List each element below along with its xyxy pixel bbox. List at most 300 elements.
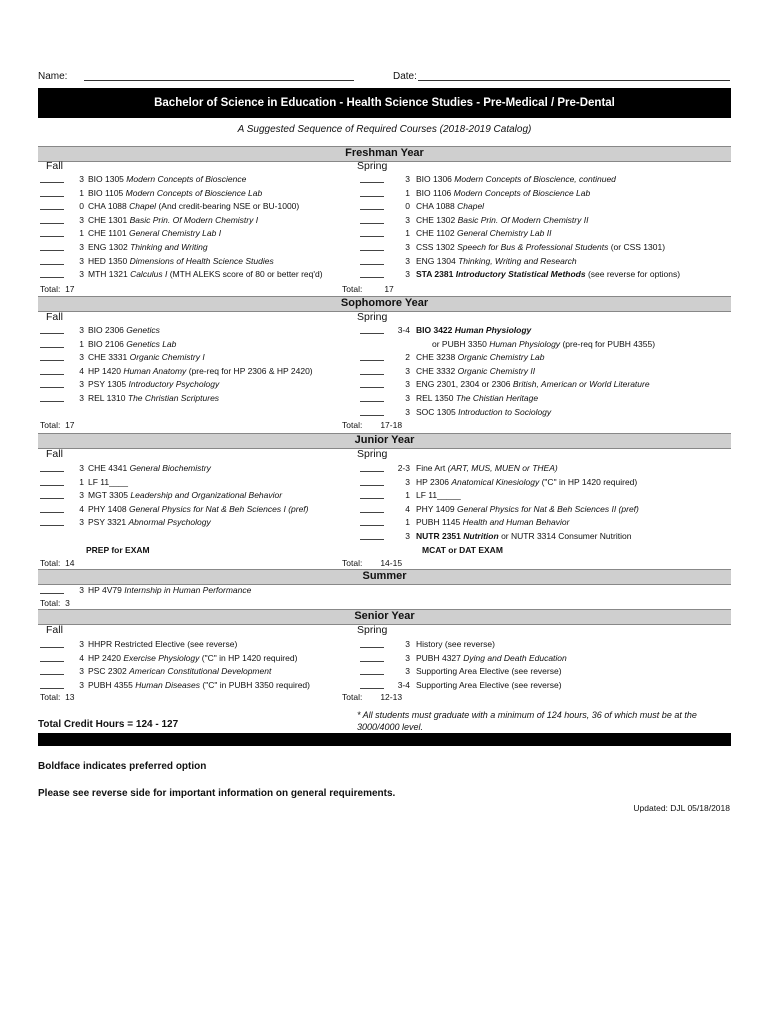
total-label: Total: (342, 420, 363, 430)
course-code: ENG 1304 (416, 255, 456, 266)
course-name: Chapel (457, 201, 485, 212)
course-note: (see reverse) (511, 666, 562, 677)
course-text (416, 187, 590, 200)
checkoff-blank[interactable] (360, 365, 384, 375)
total-label: Total: (40, 598, 61, 608)
junior-title: Junior Year (354, 434, 415, 446)
sophomore-title: Sophomore Year (340, 297, 429, 309)
course-note: ("C" in HP 1420 required) (541, 476, 638, 487)
course-code: HED 1350 (88, 255, 128, 266)
checkoff-blank[interactable] (40, 255, 64, 265)
course-name: Human Diseases (135, 679, 200, 690)
checkoff-blank[interactable] (360, 324, 384, 334)
checkoff-blank[interactable] (40, 241, 64, 251)
course-name: Nutrition (463, 531, 499, 541)
course-text (416, 227, 551, 240)
course-text (88, 351, 205, 364)
course-code: BIO 2306 (88, 325, 124, 335)
total-value: 3 (65, 598, 70, 608)
course-note: (And credit-bearing NSE or BU-1000) (158, 201, 300, 212)
checkoff-blank[interactable] (360, 489, 384, 499)
course-text (88, 200, 299, 213)
credit-hours: 3 (79, 679, 84, 690)
course-note: (or CSS 1301) (610, 242, 666, 252)
course-name: Anatomical Kinesiology (451, 476, 540, 487)
graduation-note: * All students must graduate with a minimum of 124 hours, 36 of which must be at the 3000/4000 level. (357, 710, 697, 732)
course-text (416, 462, 558, 475)
credit-hours: 3 (405, 365, 410, 376)
checkoff-blank[interactable] (40, 268, 64, 278)
checkoff-blank[interactable] (40, 187, 64, 197)
course-text (88, 324, 160, 337)
credit-hours: 3 (405, 476, 410, 487)
course-text (416, 268, 680, 281)
course-code: STA 2381 (416, 269, 454, 280)
checkoff-blank[interactable] (360, 516, 384, 526)
total-value: 17 (65, 420, 75, 430)
credit-hours: 0 (79, 201, 84, 212)
credit-hours: 3 (405, 255, 410, 266)
credit-hours: 3 (79, 255, 84, 266)
checkoff-blank[interactable] (40, 351, 64, 361)
course-text (88, 489, 282, 502)
checkoff-blank[interactable] (40, 652, 64, 662)
course-name: General Physics for Nat & Beh Sciences I (pref) (128, 503, 309, 514)
name-label: Name: (38, 71, 68, 82)
course-code: PHY 1409 (416, 503, 455, 514)
course-note: (see reverse) (511, 679, 562, 690)
course-note: ("C" in PUBH 3350 required) (202, 679, 310, 690)
course-name: Human Anatomy (123, 365, 187, 376)
checkoff-blank[interactable] (360, 679, 384, 689)
course-text (88, 462, 211, 475)
course-text (416, 652, 567, 665)
junior-spring-total (342, 557, 402, 569)
credit-hours: 3-4 (397, 679, 410, 690)
course-code: LF 11_____ (416, 490, 461, 501)
course-name: Dying and Death Education (463, 652, 567, 663)
course-code: CHE 3238 (416, 352, 456, 363)
checkoff-blank[interactable] (40, 200, 64, 210)
course-name: British, American or World Literature (512, 379, 650, 390)
course-name: General Physics for Nat & Beh Sciences II (pref) (456, 503, 639, 514)
course-name: The Christian Scriptures (127, 393, 220, 403)
checkoff-blank[interactable] (40, 679, 64, 689)
credit-hours: 4 (79, 365, 84, 376)
senior-spring-total (342, 691, 402, 703)
course-text (88, 516, 211, 529)
course-code: HHPR Restricted Elective (88, 639, 185, 649)
credit-hours: 3 (405, 406, 410, 417)
course-code: REL 1350 (416, 393, 454, 403)
credit-hours: 3 (79, 269, 84, 280)
course-text (88, 476, 128, 489)
course-code: PUBH 4355 (88, 679, 133, 690)
course-name: Introductory Statistical Methods (455, 269, 586, 280)
sophomore-fall-label: Fall (46, 311, 63, 323)
course-code: CHA 1088 (88, 201, 127, 212)
course-code: CHA 1088 (416, 201, 455, 212)
credit-hours: 3 (79, 517, 84, 528)
credit-hours: 1 (405, 187, 410, 198)
course-text (88, 338, 176, 351)
course-code: or PUBH 3350 (432, 338, 487, 349)
checkoff-blank[interactable] (40, 214, 64, 224)
course-name: Health and Human Behavior (462, 517, 570, 528)
checkoff-blank[interactable] (40, 365, 64, 375)
checkoff-blank[interactable] (360, 503, 384, 513)
course-name: Organic Chemistry Lab (457, 352, 545, 363)
credit-hours: 3 (79, 639, 84, 649)
checkoff-blank[interactable] (360, 652, 384, 662)
course-name: Chapel (129, 201, 157, 212)
course-name: Basic Prin. Of Modern Chemistry I (129, 214, 259, 225)
total-value: 17-18 (380, 420, 403, 430)
checkoff-blank[interactable] (360, 530, 384, 540)
credit-hours: 1 (79, 228, 84, 239)
checkoff-blank[interactable] (40, 227, 64, 237)
course-name: Exercise Physiology (123, 652, 200, 663)
course-text (88, 652, 297, 665)
checkoff-blank[interactable] (40, 462, 64, 472)
course-name: Modern Concepts of Bioscience, continued (454, 174, 616, 184)
sophomore-spring-total (342, 419, 402, 431)
checkoff-blank[interactable] (360, 173, 384, 183)
credit-hours: 4 (79, 503, 84, 514)
checkoff-blank[interactable] (360, 392, 384, 402)
senior-spring-label: Spring (357, 624, 388, 636)
course-code: CHE 1102 (416, 228, 455, 239)
checkoff-blank[interactable] (360, 255, 384, 265)
course-code: PSC 2302 (88, 666, 127, 677)
course-code: HP 2420 (88, 652, 121, 663)
credit-hours: 3 (405, 214, 410, 225)
course-code: HP 1420 (88, 365, 121, 376)
credit-hours: 2 (405, 352, 410, 363)
sophomore-spring-label: Spring (357, 311, 388, 323)
checkoff-blank[interactable] (40, 476, 64, 486)
course-text (88, 241, 208, 254)
course-code: HP 4V79 (88, 585, 122, 595)
checkoff-blank[interactable] (360, 187, 384, 197)
course-code: PSY 1305 (88, 379, 127, 390)
date-label: Date: (393, 71, 417, 82)
course-name: Basic Prin. Of Modern Chemistry II (457, 214, 589, 225)
course-note: (see reverse) (444, 639, 495, 649)
summer-total (40, 597, 70, 609)
course-name: General Biochemistry (129, 463, 211, 473)
course-code: CHE 3331 (88, 352, 128, 363)
course-name: Organic Chemistry II (457, 365, 536, 376)
course-text (416, 173, 616, 186)
credit-hours: 3 (405, 242, 410, 252)
checkoff-blank[interactable] (40, 489, 64, 499)
junior-spring-label: Spring (357, 448, 388, 460)
senior-fall-label: Fall (46, 624, 63, 636)
course-code: PSY 3321 (88, 517, 127, 528)
course-text (88, 187, 262, 200)
course-text (432, 338, 655, 351)
course-note: or NUTR 3314 Consumer Nutrition (501, 531, 632, 541)
credit-hours: 3 (79, 352, 84, 363)
updated-note: Updated: DJL 05/18/2018 (633, 803, 730, 813)
credit-hours: 3 (405, 666, 410, 677)
total-label: Total: (342, 284, 363, 294)
total-value: 13 (65, 692, 75, 702)
course-code: REL 1310 (88, 393, 126, 403)
course-code: MTH 1321 (88, 269, 128, 280)
total-value: 14 (65, 558, 75, 568)
course-text (88, 227, 221, 240)
course-text (416, 241, 665, 254)
junior-fall-label: Fall (46, 448, 63, 460)
checkoff-blank[interactable] (360, 378, 384, 388)
course-code: BIO 1305 (88, 174, 124, 184)
course-code: CSS 1302 (416, 242, 455, 252)
course-text (416, 679, 562, 692)
course-name: The Chistian Heritage (455, 393, 539, 403)
credit-hours: 1 (405, 228, 410, 239)
course-code: MGT 3305 (88, 490, 129, 501)
credit-hours: 1 (79, 476, 84, 487)
course-name: Introductory Psychology (128, 379, 220, 390)
course-name: Organic Chemistry I (129, 352, 205, 363)
checkoff-blank[interactable] (40, 665, 64, 675)
course-text (88, 255, 274, 268)
credit-hours: 4 (79, 652, 84, 663)
course-code: HP 2306 (416, 476, 449, 487)
course-note: ("C" in HP 1420 required) (201, 652, 298, 663)
course-text (416, 214, 588, 227)
senior-fall-total (40, 691, 75, 703)
total-label: Total: (40, 284, 61, 294)
footer-bar (38, 733, 731, 746)
course-note: (pre-req for HP 2306 & HP 2420) (188, 365, 313, 376)
checkoff-blank[interactable] (40, 173, 64, 183)
credit-hours: 1 (405, 517, 410, 528)
checkoff-blank[interactable] (40, 638, 64, 648)
freshman-spring-label: Spring (357, 160, 388, 172)
checkoff-blank[interactable] (360, 227, 384, 237)
course-text (416, 392, 538, 405)
title-bar (38, 88, 731, 118)
course-code: ENG 2301, 2304 or 2306 (416, 379, 511, 390)
course-text (416, 638, 495, 651)
junior-fall-extra: PREP for EXAM (86, 545, 150, 555)
course-code: BIO 2106 (88, 338, 124, 349)
course-text (88, 679, 310, 692)
course-text (416, 351, 545, 364)
total-value: 14-15 (380, 558, 403, 568)
freshman-spring-total (342, 283, 394, 295)
checkoff-blank[interactable] (360, 665, 384, 675)
course-text (416, 365, 535, 378)
total-value: 17 (384, 284, 394, 294)
checkoff-blank[interactable] (360, 406, 384, 416)
total-value: 12-13 (380, 692, 403, 702)
course-code: Supporting Area Elective (416, 666, 510, 677)
course-name: Human Physiology (489, 338, 561, 349)
sophomore-fall-total (40, 419, 75, 431)
course-text (416, 255, 577, 268)
course-text (88, 392, 219, 405)
credit-hours: 3 (405, 379, 410, 390)
credit-hours: 3-4 (397, 325, 410, 335)
credit-hours: 3 (405, 269, 410, 280)
checkoff-blank[interactable] (360, 476, 384, 486)
course-code: CHE 4341 (88, 463, 128, 473)
course-code: SOC 1305 (416, 406, 456, 417)
credit-hours: 3 (79, 242, 84, 252)
course-text (416, 503, 639, 516)
reverse-side-note: Please see reverse side for important information on general requirements. (38, 788, 396, 799)
freshman-fall-label: Fall (46, 160, 63, 172)
course-name: Modern Concepts of Bioscience Lab (125, 187, 263, 198)
credit-hours: 1 (79, 338, 84, 349)
course-note: (see reverse for options) (587, 269, 681, 280)
subtitle: A Suggested Sequence of Required Courses (2018-2019 Catalog) (237, 124, 532, 135)
course-code: LF 11____ (88, 476, 129, 487)
credit-hours: 2-3 (397, 463, 410, 473)
junior-fall-total (40, 557, 75, 569)
credit-hours: 0 (405, 201, 410, 212)
course-text (416, 378, 650, 391)
course-code: PHY 1408 (88, 503, 127, 514)
checkoff-blank[interactable] (40, 324, 64, 334)
course-name: Leadership and Organizational Behavior (130, 490, 283, 501)
course-text (88, 584, 251, 597)
credit-hours: 3 (405, 174, 410, 184)
checkoff-blank[interactable] (360, 214, 384, 224)
course-code: BIO 1306 (416, 174, 452, 184)
total-label: Total: (342, 692, 363, 702)
course-code: CHE 1301 (88, 214, 128, 225)
checkoff-blank[interactable] (360, 462, 384, 472)
course-name: Genetics Lab (126, 338, 177, 349)
course-text (88, 503, 309, 516)
course-text (416, 516, 569, 529)
credit-hours: 1 (79, 187, 84, 198)
credit-hours: 3 (405, 393, 410, 403)
checkoff-blank[interactable] (360, 638, 384, 648)
junior-spring-extra: MCAT or DAT EXAM (422, 545, 503, 555)
course-text (88, 173, 246, 186)
course-text (88, 378, 219, 391)
credit-hours: 3 (79, 666, 84, 677)
date-field[interactable] (418, 80, 730, 81)
credit-hours: 3 (79, 463, 84, 473)
checkoff-blank[interactable] (360, 351, 384, 361)
credit-hours: 3 (79, 379, 84, 390)
summer-title: Summer (362, 570, 407, 582)
course-name: Thinking, Writing and Research (458, 255, 577, 266)
total-label: Total: (40, 558, 61, 568)
course-text (416, 324, 531, 337)
credit-hours: 3 (79, 325, 84, 335)
credit-hours: 1 (405, 490, 410, 501)
course-code: BIO 3422 (416, 325, 453, 335)
name-field[interactable] (84, 80, 354, 81)
credit-hours: 3 (79, 393, 84, 403)
course-note: (see reverse) (187, 639, 238, 649)
course-text (88, 268, 323, 281)
course-name: Introduction to Sociology (458, 406, 552, 417)
total-value: 17 (65, 284, 75, 294)
checkoff-blank[interactable] (360, 268, 384, 278)
course-code: BIO 1106 (416, 187, 452, 198)
course-name: Abnormal Psychology (128, 517, 211, 528)
course-code: CHE 1302 (416, 214, 456, 225)
total-label: Total: (342, 558, 363, 568)
checkoff-blank[interactable] (360, 241, 384, 251)
course-code: PUBH 1145 (416, 517, 461, 528)
checkoff-blank[interactable] (40, 378, 64, 388)
course-code: Fine Art (416, 463, 446, 473)
total-label: Total: (40, 420, 61, 430)
course-code: PUBH 4327 (416, 652, 461, 663)
course-name: Modern Concepts of Bioscience (126, 174, 247, 184)
course-name: Calculus I (130, 269, 168, 280)
course-note: (pre-req for PUBH 4355) (562, 338, 656, 349)
freshman-fall-total (40, 283, 75, 295)
course-text (88, 365, 313, 378)
course-code: Supporting Area Elective (416, 679, 510, 690)
course-name: Human Physiology (454, 325, 532, 335)
course-name: (ART, MUS, MUEN or THEA) (447, 463, 558, 473)
credit-hours: 3 (79, 214, 84, 225)
course-name: Genetics (126, 325, 160, 335)
checkoff-blank[interactable] (40, 338, 64, 348)
course-code: CHE 1101 (88, 228, 127, 239)
total-credit-hours: Total Credit Hours = 124 - 127 (38, 719, 179, 730)
credit-hours: 3 (79, 174, 84, 184)
checkoff-blank[interactable] (360, 200, 384, 210)
course-code: BIO 1105 (88, 187, 124, 198)
course-note: (MTH ALEKS score of 80 or better req'd) (169, 269, 323, 280)
freshman-title: Freshman Year (345, 147, 424, 159)
course-text (416, 200, 484, 213)
total-label: Total: (40, 692, 61, 702)
credit-hours: 3 (79, 585, 84, 595)
credit-hours: 3 (79, 490, 84, 501)
course-name: American Constitutional Development (129, 666, 272, 677)
credit-hours: 4 (405, 503, 410, 514)
course-name: Thinking and Writing (130, 242, 208, 252)
course-code: NUTR 2351 (416, 531, 461, 541)
course-text (88, 638, 237, 651)
course-text (416, 530, 631, 543)
checkoff-blank[interactable] (40, 503, 64, 513)
course-code: History (416, 639, 443, 649)
boldface-note: Boldface indicates preferred option (38, 761, 207, 772)
course-text (416, 406, 551, 419)
course-code: ENG 1302 (88, 242, 128, 252)
page-title: Bachelor of Science in Education - Health Science Studies - Pre-Medical / Pre-Dental (154, 97, 615, 109)
checkoff-blank[interactable] (40, 516, 64, 526)
checkoff-blank[interactable] (40, 392, 64, 402)
senior-title: Senior Year (354, 610, 415, 622)
credit-hours: 3 (405, 639, 410, 649)
course-text (88, 214, 258, 227)
course-text (416, 476, 637, 489)
credit-hours: 3 (405, 531, 410, 541)
course-text (416, 665, 562, 678)
course-text (416, 489, 461, 502)
course-name: Internship in Human Performance (124, 585, 252, 595)
course-name: Modern Concepts of Bioscience Lab (453, 187, 591, 198)
credit-hours: 3 (405, 652, 410, 663)
checkoff-blank[interactable] (40, 584, 64, 594)
